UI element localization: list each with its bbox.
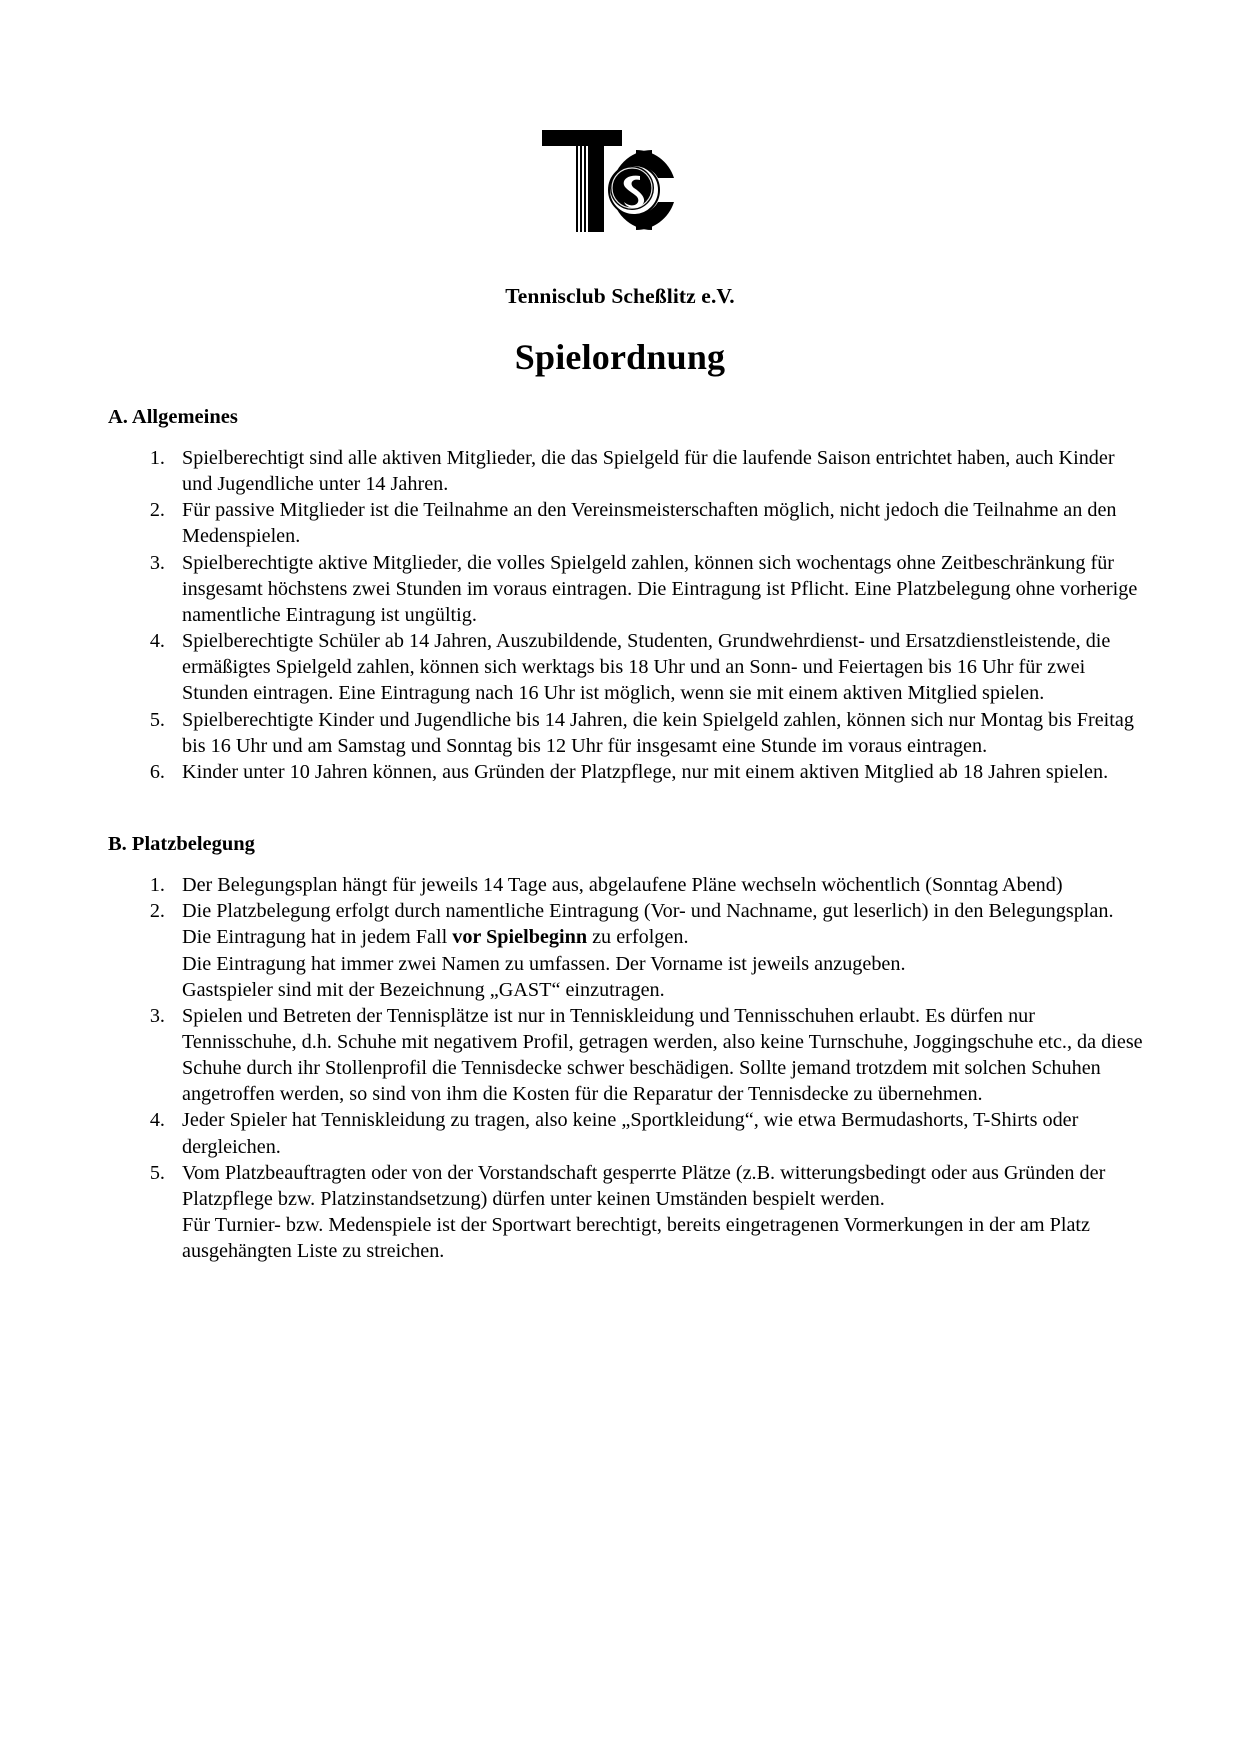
list-item [170,550,1148,628]
rule-text: Spielberechtigt sind alle aktiven Mitglieder, die das Spielgeld für die laufende Saison entrichtet haben, auch Kinder und Jugendliche unter 14 Jahren. [182,447,1115,496]
rule-subline: Für Turnier- bzw. Medenspiele ist der Sportwart berechtigt, bereits eingetragenen Vormerkungen in der am Platz ausgehängten Liste zu streichen. [182,1214,1090,1263]
subline-after: zu erfolgen. [587,926,689,949]
list-item [170,628,1148,706]
rule-subline: Die Eintragung hat immer zwei Namen zu umfassen. Der Vorname ist jeweils anzugeben. [182,952,906,975]
rule-text: Spielberechtigte Schüler ab 14 Jahren, Auszubildende, Studenten, Grundwehrdienst- und Ersatzdienstleistende, die ermäßigtes Spielgeld zahlen, können sich werktags bis 18 Uhr und an Sonn- und Feiertagen bis 16 Uhr für zwei Stunden eintragen. Eine Eintragung nach 16 Uhr ist möglich, wenn sie mit einem aktiven Mitglied spielen. [182,630,1111,705]
rule-text: Spielberechtigte aktive Mitglieder, die volles Spielgeld zahlen, können sich wochentags ohne Zeitbeschränkung für insgesamt höchstens zwei Stunden im voraus eintragen. Die Eintragung ist Pflicht. Eine Platzbelegung ohne vorherige namentliche Eintragung ist ungültig. [182,551,1138,626]
rule-subline: Gastspieler sind mit der Bezeichnung „GAST“ einzutragen. [182,978,665,1001]
club-name: Tennisclub Scheßlitz e.V. [505,284,735,308]
rules-list-a [108,445,1148,785]
rule-text: Die Platzbelegung erfolgt durch namentliche Eintragung (Vor- und Nachname, gut leserlich) in den Belegungsplan. [182,900,1114,923]
subline-before: Die Eintragung hat in jedem Fall [182,926,453,949]
rule-text: Kinder unter 10 Jahren können, aus Gründen der Platzpflege, nur mit einem aktiven Mitglied ab 18 Jahren spielen. [182,760,1109,783]
club-logo-icon [540,128,700,246]
rule-text: Der Belegungsplan hängt für jeweils 14 Tage aus, abgelaufene Pläne wechseln wöchentlich (Sonntag Abend) [182,874,1063,897]
section-heading-a: A. Allgemeines [108,406,238,428]
list-item [170,497,1148,549]
list-item [170,872,1148,898]
rule-text: Für passive Mitglieder ist die Teilnahme an den Vereinsmeisterschaften möglich, nicht jedoch die Teilnahme an den Medenspielen. [182,499,1117,548]
section-heading-b: B. Platzbelegung [108,833,255,856]
list-item [170,445,1148,497]
rule-text: Jeder Spieler hat Tenniskleidung zu tragen, also keine „Sportkleidung“, wie etwa Bermudashorts, T-Shirts oder dergleichen. [182,1109,1079,1158]
list-item [170,759,1148,785]
section-spacer [108,785,1148,807]
rule-text: Spielberechtigte Kinder und Jugendliche bis 14 Jahren, die kein Spielgeld zahlen, können sich nur Montag bis Freitag bis 16 Uhr und am Samstag und Sonntag bis 12 Uhr für insgesamt eine Stunde im voraus eintragen. [182,708,1134,757]
rules-list-b [108,872,1148,1264]
list-item [170,1160,1148,1265]
list-item [170,707,1148,759]
list-item [170,1003,1148,1108]
rule-subline [182,924,1148,950]
list-item [170,898,1148,1003]
document-content [0,406,1240,1264]
subline-emphasis: vor Spielbeginn [452,926,588,949]
rule-text: Vom Platzbeauftragten oder von der Vorstandschaft gesperrte Plätze (z.B. witterungsbedingt oder aus Gründen der Platzpflege bzw. Platzinstandsetzung) dürfen unter keinen Umständen bespielt werden. [182,1161,1106,1210]
list-item [170,1107,1148,1159]
page-title: Spielordnung [514,337,726,377]
logo-container [0,0,1240,246]
rule-text: Spielen und Betreten der Tennisplätze ist nur in Tenniskleidung und Tennisschuhen erlaubt. Es dürfen nur Tennisschuhe, d.h. Schuhe mit negativem Profil, getragen werden, also keine Turnschuhe, Joggingschuhe etc., da diese Schuhe durch ihr Stollenprofil die Tennisdecke schwer beschädigen. Sollte jemand trotzdem mit solchen Schuhen angetroffen werden, so sind von ihm die Kosten für die Reparatur der Tennisdecke zu übernehmen. [182,1004,1143,1106]
